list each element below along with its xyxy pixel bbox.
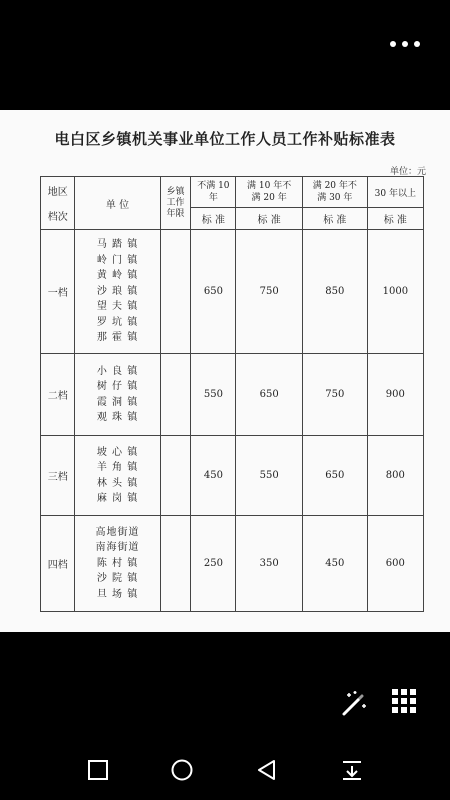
grade-cell: 四档 (41, 516, 75, 612)
value-cell: 800 (367, 436, 423, 516)
document-title: 电白区乡镇机关事业单位工作人员工作补贴标准表 (54, 130, 396, 148)
value-cell: 250 (191, 516, 236, 612)
value-cell: 450 (302, 516, 367, 612)
value-cell: 650 (302, 436, 367, 516)
more-options-icon[interactable] (390, 38, 420, 50)
header-band-2: 满 10 年不满 20 年 (236, 177, 303, 208)
header-years: 乡镇工作年限 (160, 177, 191, 230)
grade-cell: 一档 (41, 230, 75, 354)
standard-label: 标 准 (367, 208, 423, 230)
download-menu-icon[interactable] (340, 758, 364, 782)
value-cell: 650 (191, 230, 236, 354)
standard-label: 标 准 (302, 208, 367, 230)
value-cell: 450 (191, 436, 236, 516)
value-cell: 750 (236, 230, 303, 354)
grade-cell: 二档 (41, 354, 75, 436)
value-cell: 600 (367, 516, 423, 612)
towns-cell: 小 良 镇 树 仔 镇 霞 洞 镇 观 珠 镇 (75, 354, 160, 436)
table-row (41, 516, 424, 612)
value-cell: 550 (236, 436, 303, 516)
value-cell: 550 (191, 354, 236, 436)
table-row (41, 436, 424, 516)
value-cell: 350 (236, 516, 303, 612)
standard-label: 标 准 (236, 208, 303, 230)
towns-cell: 马 踏 镇 岭 门 镇 黄 岭 镇 沙 琅 镇 望 夫 镇 罗 坑 镇 那 霍 镇 (75, 230, 160, 354)
value-cell: 750 (302, 354, 367, 436)
allowance-table (40, 176, 424, 612)
years-cell (160, 354, 191, 436)
table-row (41, 230, 424, 354)
unit-label: 单位：元 (389, 167, 426, 177)
value-cell: 1000 (367, 230, 423, 354)
square-icon[interactable] (86, 758, 110, 782)
circle-icon[interactable] (170, 758, 194, 782)
grade-cell: 三档 (41, 436, 75, 516)
header-area-grade: 地区 档次 (41, 177, 75, 230)
table-row (41, 354, 424, 436)
triangle-back-icon[interactable] (255, 758, 279, 782)
navigation-bar (0, 740, 450, 800)
standard-label: 标 准 (191, 208, 236, 230)
magic-wand-icon[interactable] (338, 690, 368, 718)
grid-icon[interactable] (392, 689, 416, 713)
document-image (0, 110, 450, 632)
years-cell (160, 516, 191, 612)
header-band-1: 不满 10 年 (191, 177, 236, 208)
towns-cell: 坡 心 镇 羊 角 镇 林 头 镇 麻 岗 镇 (75, 436, 160, 516)
header-unit: 单 位 (75, 177, 160, 230)
value-cell: 900 (367, 354, 423, 436)
years-cell (160, 436, 191, 516)
years-cell (160, 230, 191, 354)
value-cell: 650 (236, 354, 303, 436)
header-band-4: 30 年以上 (367, 177, 423, 208)
value-cell: 850 (302, 230, 367, 354)
towns-cell: 高地街道 南海街道 陈 村 镇 沙 院 镇 旦 场 镇 (75, 516, 160, 612)
header-band-3: 满 20 年不满 30 年 (302, 177, 367, 208)
